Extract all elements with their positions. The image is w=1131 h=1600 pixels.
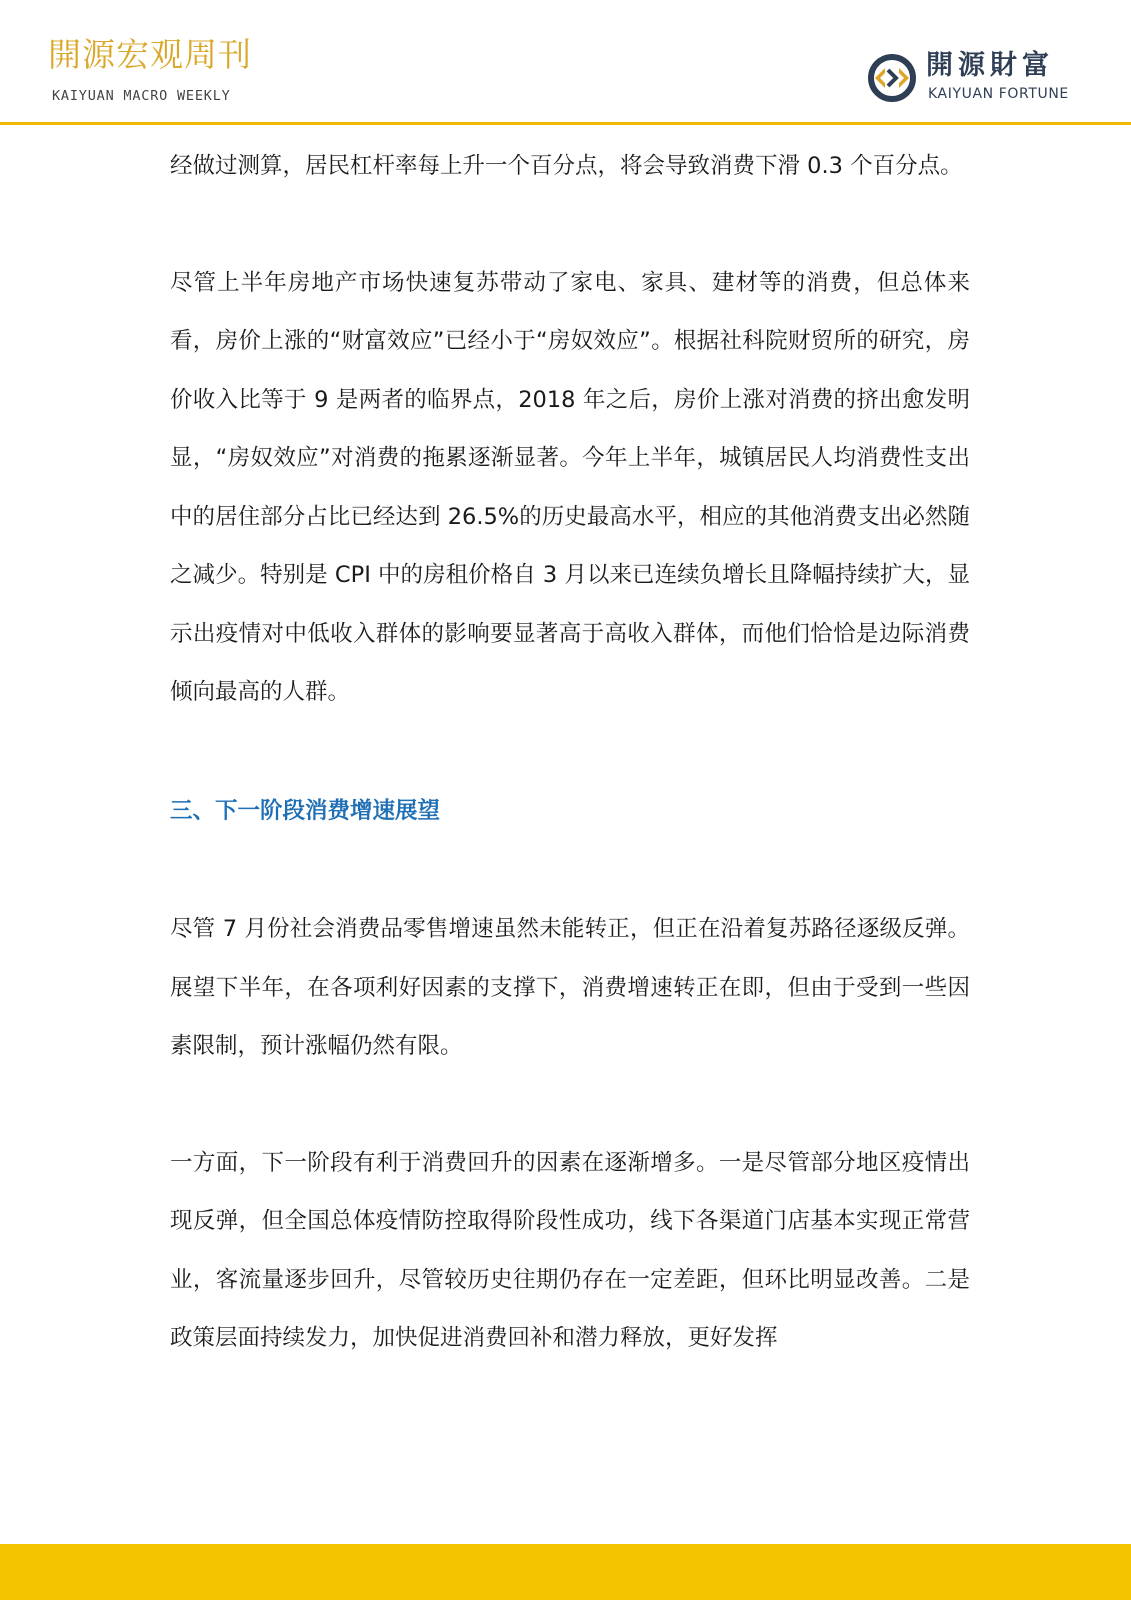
logo-name-cn: 開源財富	[926, 50, 1054, 81]
paragraph-spacer	[170, 840, 970, 900]
paragraph-1: 经做过测算，居民杠杆率每上升一个百分点，将会导致消费下滑 0.3 个百分点。	[170, 153, 963, 179]
kaiyuan-fortune-logo	[866, 50, 1086, 106]
header-divider	[0, 122, 1131, 125]
footer-band	[0, 1544, 1131, 1600]
page-header	[0, 0, 1131, 124]
paragraph-spacer	[170, 1076, 970, 1134]
paragraph-2: 尽管上半年房地产市场快速复苏带动了家电、家具、建材等的消费，但总体来看，房价上涨的“财富效应”已经小于“房奴效应”。根据社科院财贸所的研究，房价收入比等于 9 是两者的临界点，2018 年之后，房价上涨对消费的挤出愈发明显，“房奴效应”对消费的拖累逐渐显著。今年上半年，城镇居民人均消费性支出中的居住部分占比已经达到 26.5%的历史最高水平，相应的其他消费支出必然随之减少。特别是 CPI 中的房租价格自 3 月以来已连续负增长且降幅持续扩大，显示出疫情对中低收入群体的影响要显著高于高收入群体，而他们恰恰是边际消费倾向最高的人群。	[170, 269, 970, 705]
paragraph-3: 尽管 7 月份社会消费品零售增速虽然未能转正，但正在沿着复苏路径逐级反弹。展望下半年，在各项利好因素的支撑下，消费增速转正在即，但由于受到一些因素限制，预计涨幅仍然有限。	[170, 916, 970, 1059]
section-heading: 三、下一阶段消费增速展望	[170, 797, 441, 824]
kaiyuan-logo-icon	[866, 52, 918, 104]
article-body	[170, 137, 970, 1368]
logo-name-en: KAIYUAN FORTUNE	[928, 86, 1069, 102]
paragraph-4: 一方面，下一阶段有利于消费回升的因素在逐渐增多。一是尽管部分地区疫情出现反弹，但全国总体疫情防控取得阶段性成功，线下各渠道门店基本实现正常营业，客流量逐步回升，尽管较历史往期仍存在一定差距，但环比明显改善。二是政策层面持续发力，加快促进消费回补和潜力释放，更好发挥	[170, 1149, 970, 1351]
paragraph-spacer	[170, 196, 970, 254]
publication-title: 開源宏观周刊	[48, 35, 252, 74]
publication-subtitle: KAIYUAN MACRO WEEKLY	[52, 88, 231, 104]
paragraph-spacer	[170, 722, 970, 782]
